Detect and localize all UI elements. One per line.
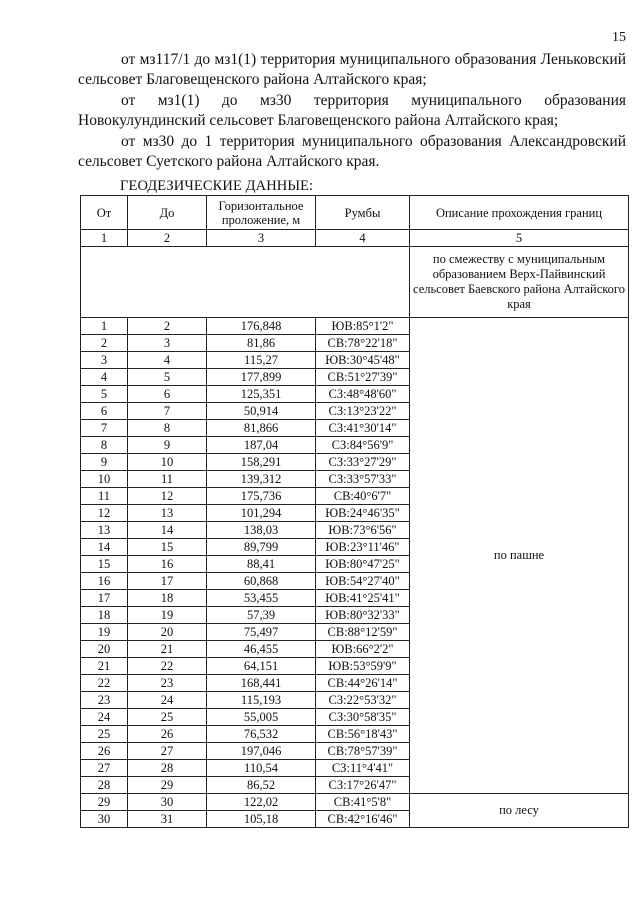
cell-from: 1 [81,318,128,335]
cell-bearing: СВ:78°57'39" [316,743,410,760]
table-row [81,794,629,811]
cell-to: 22 [128,658,207,675]
cell-from: 26 [81,743,128,760]
cell-to: 11 [128,471,207,488]
cell-distance: 125,351 [207,386,316,403]
cell-distance: 101,294 [207,505,316,522]
cell-to: 7 [128,403,207,420]
paragraph-2: от мз1(1) до мз30 территория муниципального образования Новокулундинский сельсовет Благовещенского района Алтайского края; [78,92,626,129]
cell-to: 10 [128,454,207,471]
cell-description: по пашне [410,318,629,794]
section-title: ГЕОДЕЗИЧЕСКИЕ ДАННЫЕ: [120,178,314,194]
cell-bearing: СЗ:30°58'35" [316,709,410,726]
cell-from: 18 [81,607,128,624]
geodetic-data-table [80,195,629,828]
cell-bearing: ЮВ:53°59'9" [316,658,410,675]
cell-to: 5 [128,369,207,386]
intro-empty-cell [81,247,410,318]
cell-bearing: ЮВ:23°11'46" [316,539,410,556]
cell-from: 5 [81,386,128,403]
column-number: 1 [81,230,128,247]
cell-distance: 177,899 [207,369,316,386]
cell-bearing: СВ:41°5'8" [316,794,410,811]
cell-distance: 168,441 [207,675,316,692]
cell-to: 16 [128,556,207,573]
cell-to: 6 [128,386,207,403]
cell-bearing: СЗ:48°48'60" [316,386,410,403]
cell-distance: 122,02 [207,794,316,811]
cell-to: 14 [128,522,207,539]
cell-bearing: ЮВ:54°27'40" [316,573,410,590]
column-number: 5 [410,230,629,247]
cell-to: 19 [128,607,207,624]
table-row [81,318,629,335]
cell-bearing: СЗ:84°56'9" [316,437,410,454]
cell-to: 28 [128,760,207,777]
cell-bearing: ЮВ:80°32'33" [316,607,410,624]
column-number: 3 [207,230,316,247]
cell-to: 9 [128,437,207,454]
cell-to: 27 [128,743,207,760]
cell-distance: 50,914 [207,403,316,420]
cell-bearing: СВ:42°16'46" [316,811,410,828]
cell-bearing: ЮВ:73°6'56" [316,522,410,539]
cell-from: 27 [81,760,128,777]
cell-distance: 105,18 [207,811,316,828]
cell-from: 12 [81,505,128,522]
cell-bearing: СВ:51°27'39" [316,369,410,386]
cell-from: 7 [81,420,128,437]
cell-from: 11 [81,488,128,505]
cell-to: 26 [128,726,207,743]
cell-distance: 110,54 [207,760,316,777]
cell-bearing: ЮВ:80°47'25" [316,556,410,573]
cell-to: 17 [128,573,207,590]
cell-to: 4 [128,352,207,369]
column-number: 2 [128,230,207,247]
cell-from: 22 [81,675,128,692]
cell-bearing: ЮВ:66°2'2" [316,641,410,658]
cell-bearing: СЗ:17°26'47" [316,777,410,794]
cell-to: 24 [128,692,207,709]
cell-distance: 88,41 [207,556,316,573]
header-from: От [81,196,128,230]
cell-bearing: СЗ:22°53'32" [316,692,410,709]
cell-bearing: СВ:56°18'43" [316,726,410,743]
cell-from: 8 [81,437,128,454]
cell-bearing: СВ:78°22'18" [316,335,410,352]
cell-distance: 76,532 [207,726,316,743]
cell-distance: 175,736 [207,488,316,505]
cell-from: 9 [81,454,128,471]
cell-from: 17 [81,590,128,607]
header-distance: Горизонтальное проложение, м [207,196,316,230]
cell-bearing: СВ:44°26'14" [316,675,410,692]
cell-from: 6 [81,403,128,420]
cell-from: 29 [81,794,128,811]
cell-distance: 64,151 [207,658,316,675]
cell-distance: 139,312 [207,471,316,488]
cell-distance: 187,04 [207,437,316,454]
cell-description: по лесу [410,794,629,828]
cell-to: 8 [128,420,207,437]
cell-distance: 55,005 [207,709,316,726]
intro-paragraphs [78,50,626,172]
cell-distance: 46,455 [207,641,316,658]
cell-to: 15 [128,539,207,556]
cell-from: 4 [81,369,128,386]
cell-to: 31 [128,811,207,828]
cell-bearing: СЗ:13°23'22" [316,403,410,420]
cell-from: 21 [81,658,128,675]
cell-bearing: СВ:40°6'7" [316,488,410,505]
cell-distance: 86,52 [207,777,316,794]
cell-bearing: СЗ:33°57'33" [316,471,410,488]
paragraph-1: от мз117/1 до мз1(1) территория муниципального образования Леньковский сельсовет Благовещенского района Алтайского края; [78,51,626,88]
column-number: 4 [316,230,410,247]
cell-from: 30 [81,811,128,828]
column-number-row [81,230,629,247]
cell-bearing: ЮВ:24°46'35" [316,505,410,522]
table-header-row [81,196,629,230]
cell-distance: 75,497 [207,624,316,641]
cell-bearing: СЗ:33°27'29" [316,454,410,471]
cell-from: 19 [81,624,128,641]
cell-distance: 158,291 [207,454,316,471]
cell-bearing: СЗ:11°4'41" [316,760,410,777]
cell-distance: 81,86 [207,335,316,352]
cell-distance: 115,27 [207,352,316,369]
cell-to: 29 [128,777,207,794]
header-bearing: Румбы [316,196,410,230]
cell-from: 25 [81,726,128,743]
cell-distance: 176,848 [207,318,316,335]
cell-to: 21 [128,641,207,658]
cell-to: 2 [128,318,207,335]
cell-to: 20 [128,624,207,641]
cell-from: 16 [81,573,128,590]
page-number: 15 [612,30,626,45]
cell-distance: 197,046 [207,743,316,760]
cell-distance: 138,03 [207,522,316,539]
cell-distance: 89,799 [207,539,316,556]
cell-to: 30 [128,794,207,811]
cell-to: 25 [128,709,207,726]
cell-from: 3 [81,352,128,369]
cell-bearing: СВ:88°12'59" [316,624,410,641]
cell-to: 13 [128,505,207,522]
cell-from: 23 [81,692,128,709]
cell-bearing: СЗ:41°30'14" [316,420,410,437]
cell-distance: 53,455 [207,590,316,607]
intro-row [81,247,629,318]
cell-bearing: ЮВ:30°45'48" [316,352,410,369]
cell-distance: 60,868 [207,573,316,590]
cell-from: 28 [81,777,128,794]
cell-to: 12 [128,488,207,505]
cell-distance: 57,39 [207,607,316,624]
cell-bearing: ЮВ:41°25'41" [316,590,410,607]
cell-to: 3 [128,335,207,352]
cell-from: 14 [81,539,128,556]
cell-from: 20 [81,641,128,658]
cell-to: 18 [128,590,207,607]
cell-from: 10 [81,471,128,488]
header-to: До [128,196,207,230]
cell-distance: 81,866 [207,420,316,437]
cell-from: 2 [81,335,128,352]
paragraph-3: от мз30 до 1 территория муниципального образования Александровский сельсовет Суетского района Алтайского края. [78,133,626,170]
cell-from: 15 [81,556,128,573]
cell-to: 23 [128,675,207,692]
intro-description: по смежеству с муниципальным образованием Верх-Пайвинский сельсовет Баевского района Алтайского края [410,247,629,318]
cell-distance: 115,193 [207,692,316,709]
header-description: Описание прохождения границ [410,196,629,230]
cell-from: 24 [81,709,128,726]
cell-from: 13 [81,522,128,539]
cell-bearing: ЮВ:85°1'2" [316,318,410,335]
